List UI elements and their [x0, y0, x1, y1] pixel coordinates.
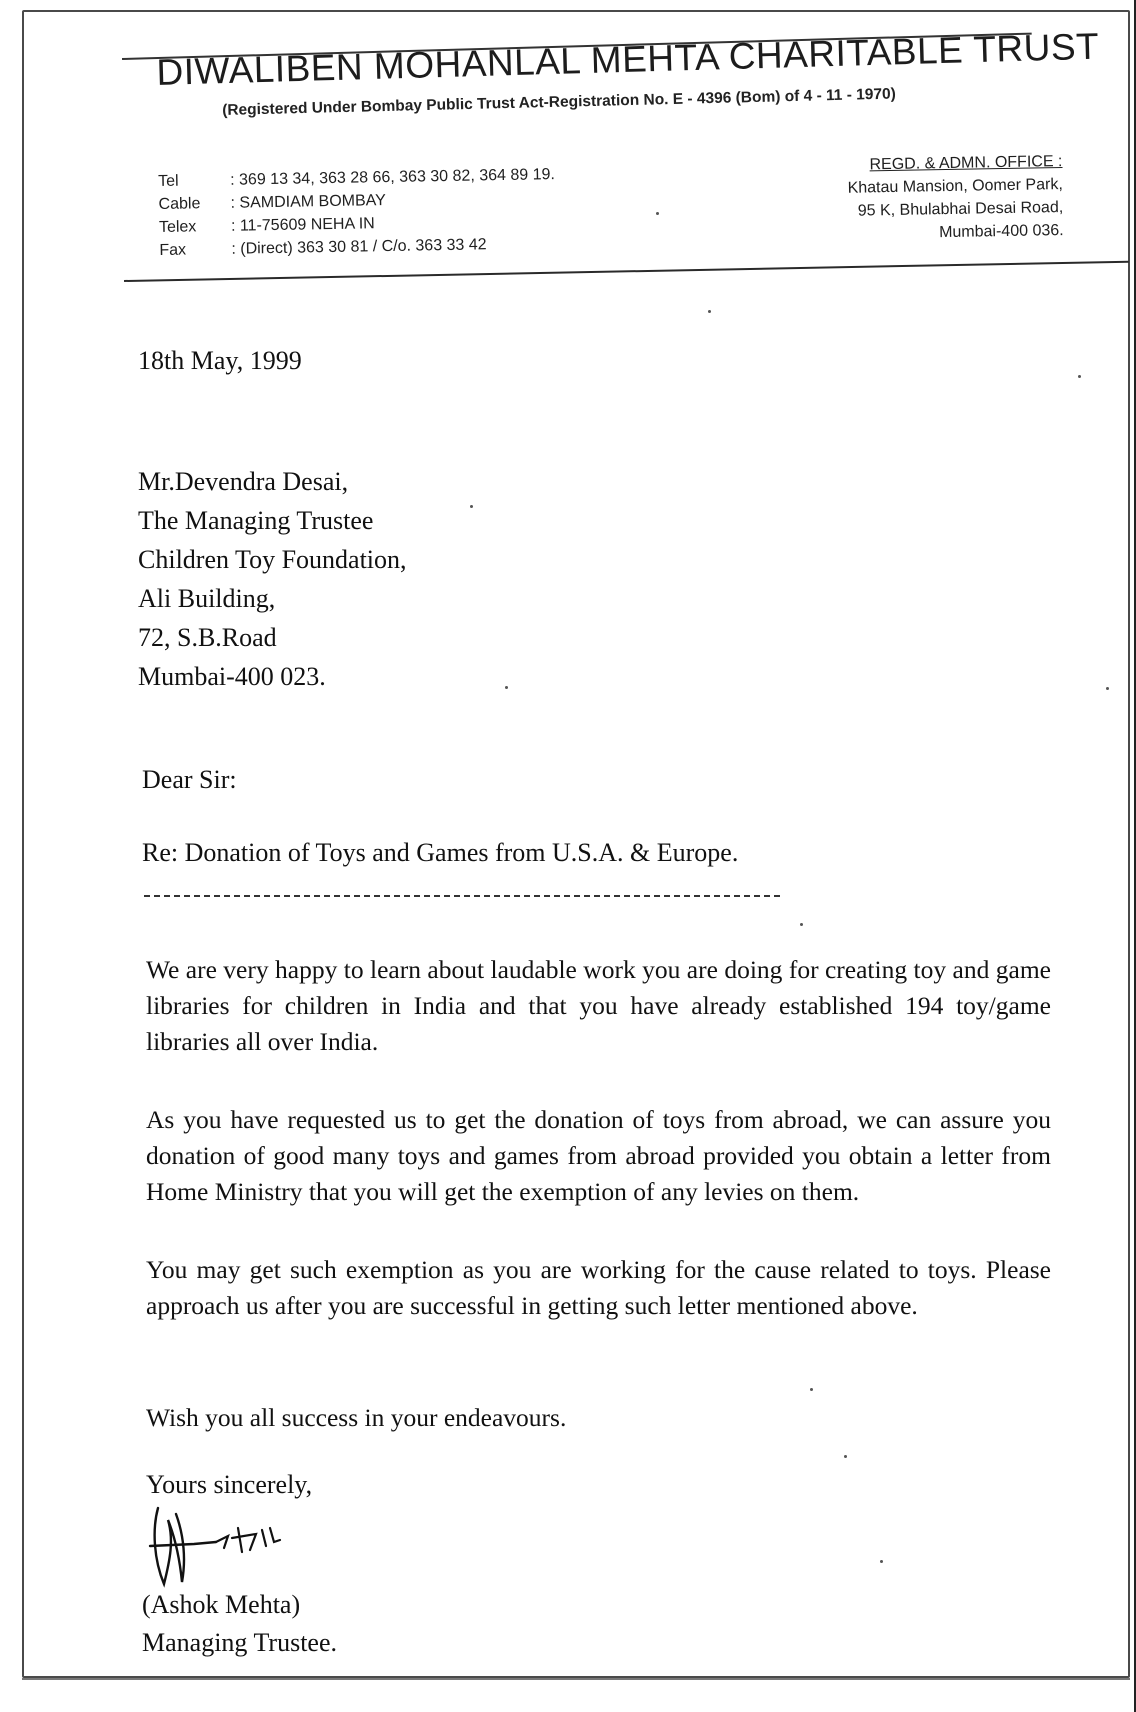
contact-value: : (Direct) 363 30 81 / C/o. 363 33 42 [231, 236, 487, 258]
address-line: Children Toy Foundation, [138, 545, 407, 574]
address-line: Mumbai-400 023. [138, 662, 326, 691]
scan-speck [880, 1560, 883, 1563]
contact-block [158, 163, 556, 262]
contact-label: Telex [158, 218, 197, 236]
handwritten-signature [146, 1500, 336, 1590]
body-paragraph: We are very happy to learn about laudable work you are doing for creating toy and game libraries for children in India and that you have already established 194 toy/game libraries all over India. [146, 955, 1051, 1056]
scan-speck [1106, 687, 1109, 690]
letter-date: 18th May, 1999 [138, 346, 302, 375]
scan-speck [800, 923, 803, 926]
scan-speck [505, 686, 508, 689]
closing: Yours sincerely, [146, 1470, 313, 1499]
body-paragraph: You may get such exemption as you are working for the cause related to toys. Please approach us after you are successful in getting such letter mentioned above. [146, 1255, 1051, 1320]
office-line: Khatau Mansion, Oomer Park, [847, 175, 1063, 197]
recipient-address [138, 462, 407, 696]
contact-value: : 11-75609 NEHA IN [230, 215, 375, 235]
scan-speck [1078, 375, 1081, 378]
trust-name: DIWALIBEN MOHANLAL MEHTA CHARITABLE TRUST [156, 25, 1100, 93]
page-bottom-edge [22, 1678, 1130, 1680]
body-paragraph: Wish you all success in your endeavours. [146, 1403, 567, 1432]
office-address [847, 150, 1064, 246]
contact-label: Cable [158, 195, 201, 213]
salutation: Dear Sir: [142, 765, 237, 794]
office-line: Mumbai-400 036. [938, 221, 1064, 242]
office-heading: REGD. & ADMN. OFFICE : [869, 152, 1063, 174]
contact-label: Tel [158, 172, 179, 190]
subject-underline [144, 895, 780, 897]
office-line: 95 K, Bhulabhai Desai Road, [857, 198, 1064, 220]
address-line: Mr.Devendra Desai, [138, 467, 349, 496]
scan-speck [844, 1455, 847, 1458]
signer-title: Managing Trustee. [142, 1628, 337, 1657]
scan-speck [810, 1388, 813, 1391]
signer-name: (Ashok Mehta) [142, 1590, 301, 1619]
body-paragraph: As you have requested us to get the donation of toys from abroad, we can assure you donation of good many toys and games from abroad provided you obtain a letter from Home Ministry that you will get the exemption of any levies on them. [146, 1105, 1051, 1206]
contact-value: : 369 13 34, 363 28 66, 363 30 82, 364 89 19. [230, 166, 556, 189]
scan-speck [470, 505, 473, 508]
address-line: Ali Building, [138, 584, 276, 613]
address-line: 72, S.B.Road [138, 623, 277, 652]
address-line: The Managing Trustee [138, 506, 374, 535]
registration-line: (Registered Under Bombay Public Trust Act-Registration No. E - 4396 (Bom) of 4 - 11 - 1970) [222, 85, 897, 119]
scan-speck [656, 212, 659, 215]
subject-line: Re: Donation of Toys and Games from U.S.A. & Europe. [142, 838, 739, 867]
scan-speck [708, 310, 711, 313]
contact-label: Fax [159, 241, 187, 259]
contact-value: : SAMDIAM BOMBAY [230, 192, 386, 212]
